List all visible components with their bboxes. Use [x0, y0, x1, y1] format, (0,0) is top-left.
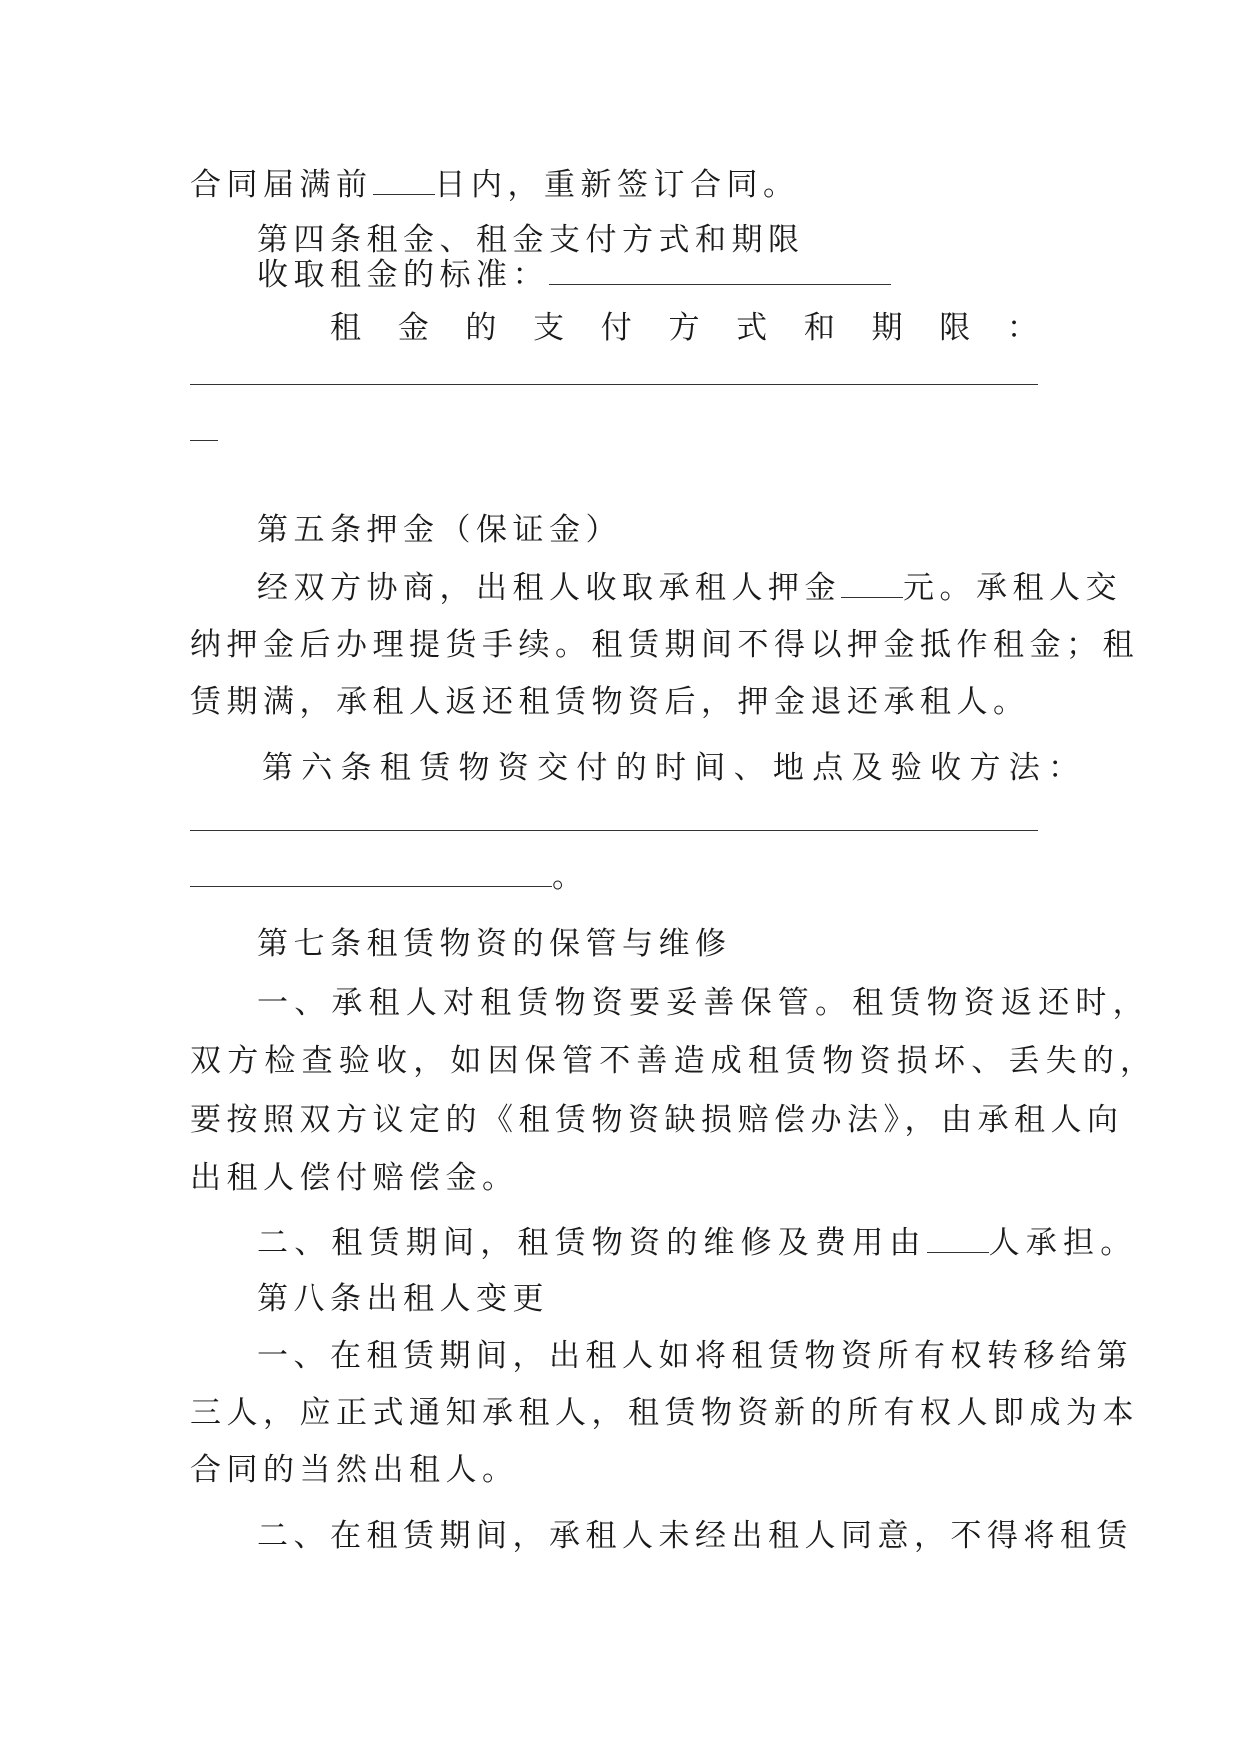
char: 期 [871, 310, 903, 346]
article-8-p1-line-1: 一、在租赁期间，出租人如将租赁物资所有权转移给第 [257, 1338, 1133, 1374]
article-8-p1-line-3: 合同的当然出租人。 [190, 1452, 519, 1488]
deposit-line-2: 纳押金后办理提货手续。租赁期间不得以押金抵作租金；租 [190, 627, 1139, 663]
char: 式 [736, 310, 768, 346]
article-6-title: 第六条租赁物资交付的时间、地点及验收方法： [262, 750, 1088, 786]
article-4-title: 第四条租金、租金支付方式和期限 [257, 222, 805, 258]
char: 的 [465, 310, 497, 346]
article-7-p1-line-4: 出租人偿付赔偿金。 [190, 1160, 519, 1196]
text-span: 经双方协商，出租人收取承租人押金 [257, 570, 841, 606]
text-span: 日内，重新签订合同。 [434, 167, 800, 203]
char: 付 [600, 310, 632, 346]
renewal-line [190, 165, 800, 205]
days-blank [373, 170, 435, 195]
rent-standard-blank [549, 260, 891, 285]
rent-standard-label: 收取租金的标准： [257, 257, 549, 293]
repair-party-blank [927, 1228, 989, 1253]
article-8-title: 第八条出租人变更 [257, 1281, 549, 1317]
delivery-blank-end [190, 862, 552, 887]
text-span: 。 [552, 859, 589, 895]
text-span: 合同届满前 [190, 167, 373, 203]
deposit-amount-blank [841, 573, 903, 598]
text-span: 二、租赁期间，租赁物资的维修及费用由 [257, 1225, 927, 1261]
char: 支 [533, 310, 565, 346]
rent-standard-line [257, 255, 891, 295]
rent-payment-blank [190, 384, 1038, 385]
article-8-p1-line-2: 三人，应正式通知承租人，租赁物资新的所有权人即成为本 [190, 1395, 1139, 1431]
rent-payment-blank-end [190, 440, 218, 441]
char: 限 [939, 310, 971, 346]
char: 金 [397, 310, 429, 346]
rent-payment-label [330, 308, 1038, 348]
char: 租 [330, 310, 361, 346]
article-7-p1-line-2: 双方检查验收，如因保管不善造成租赁物资损坏、丢失的， [190, 1043, 1158, 1079]
text-span: 元。承租人交 [903, 570, 1122, 606]
char: 方 [668, 310, 700, 346]
article-7-p1-line-1: 一、承租人对租赁物资要妥善保管。租赁物资返还时， [257, 985, 1150, 1021]
deposit-line-1 [257, 568, 1122, 608]
article-7-title: 第七条租赁物资的保管与维修 [257, 926, 732, 962]
char: 和 [803, 310, 835, 346]
text-span: 人承担。 [988, 1225, 1138, 1261]
delivery-blank [190, 830, 1038, 831]
char: ： [1006, 310, 1038, 346]
delivery-blank-end-line [190, 857, 589, 897]
article-8-p2-line-1: 二、在租赁期间，承租人未经出租人同意，不得将租赁 [257, 1518, 1133, 1554]
deposit-line-3: 赁期满，承租人返还租赁物资后，押金退还承租人。 [190, 684, 1030, 720]
article-7-p1-line-3: 要按照双方议定的《租赁物资缺损赔偿办法》，由承租人向 [190, 1102, 1124, 1138]
article-7-p2 [257, 1223, 1137, 1263]
article-5-title: 第五条押金（保证金） [257, 512, 622, 548]
